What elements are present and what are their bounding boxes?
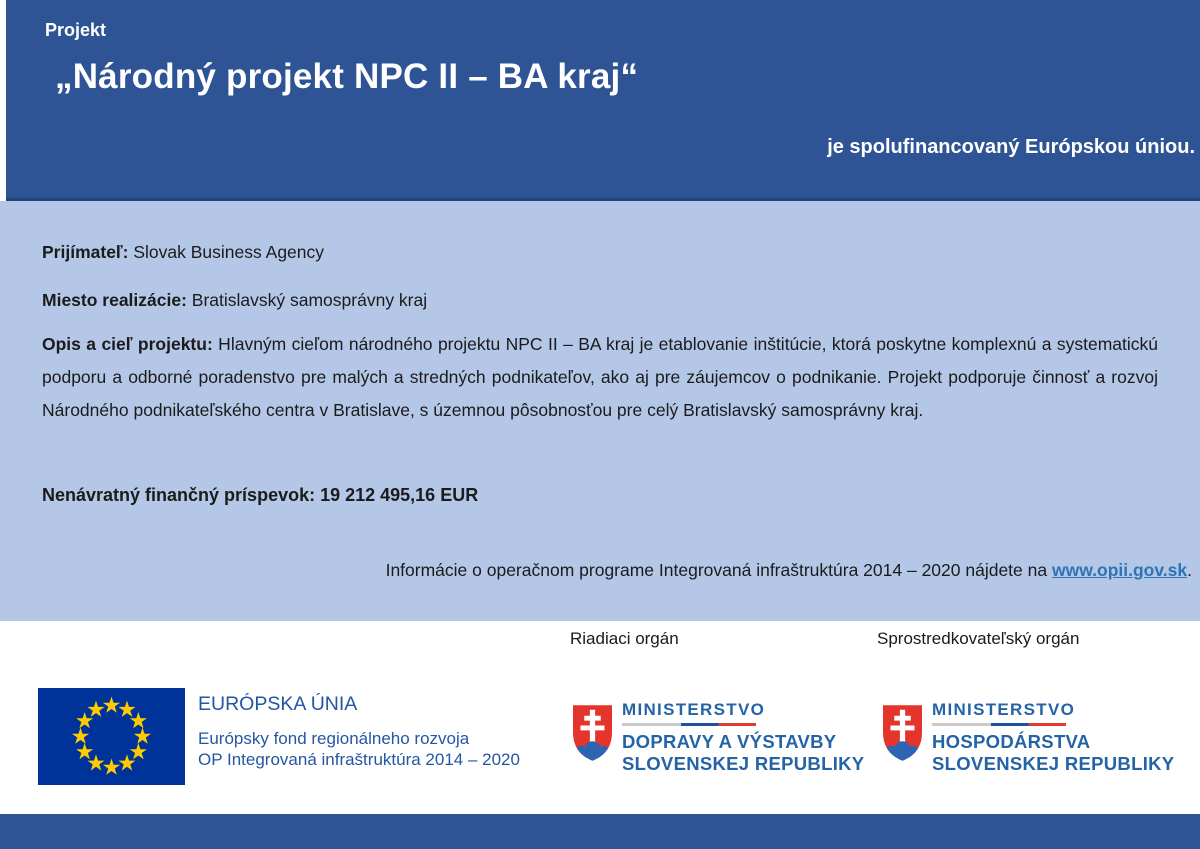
- ministry-transport-line2: DOPRAVY A VÝSTAVBY: [622, 731, 837, 752]
- ministry-economy-text: [932, 700, 1174, 775]
- info-suffix: .: [1187, 560, 1192, 580]
- bottom-accent-bar: [0, 814, 1200, 849]
- page-title: „Národný projekt NPC II – BA kraj“: [55, 57, 639, 96]
- info-line: [386, 560, 1192, 581]
- intermediate-body-label: Sprostredkovateľský orgán: [877, 629, 1080, 648]
- ministry-economy-line1: MINISTERSTVO: [932, 700, 1076, 719]
- managing-authority-label: Riadiaci orgán: [570, 629, 679, 648]
- grant-amount-line: Nenávratný finančný príspevok: 19 212 495,16 EUR: [42, 485, 479, 505]
- slovak-tricolor-divider: [622, 723, 756, 726]
- eu-logo-line2: Európsky fond regionálneho rozvoja: [198, 729, 470, 748]
- logos-footer: [0, 621, 1200, 814]
- eu-logo-line3: OP Integrovaná infraštruktúra 2014 – 2020: [198, 750, 520, 769]
- ministry-transport-text: [622, 700, 864, 775]
- ministry-economy-line3: SLOVENSKEJ REPUBLIKY: [932, 753, 1175, 774]
- eu-flag-icon: [38, 688, 185, 785]
- opii-link[interactable]: www.opii.gov.sk: [1051, 560, 1188, 580]
- header-kicker: Projekt: [45, 20, 107, 40]
- location-value: Bratislavský samosprávny kraj: [186, 290, 428, 310]
- location-label: Miesto realizácie:: [42, 290, 187, 310]
- header-banner: [6, 0, 1200, 201]
- slovak-tricolor-divider: [932, 723, 1066, 726]
- eu-logo-line1: EURÓPSKA ÚNIA: [198, 693, 358, 715]
- slovak-coat-of-arms-icon: [570, 702, 615, 764]
- description-text: Hlavným cieľom národného projektu NPC II – BA kraj je etablovanie inštitúcie, ktorá poskytne komplexnú a systematickú podporu a odborné poradenstvo pre malých a stredných podnikateľov, ako aj pre záujemcov o podnikanie. Projekt podporuje činnosť a rozvoj Národného podnikateľského centra v Bratislave, s územnou pôsobnosťou pre celý Bratislavský samosprávny kraj.: [42, 334, 1158, 420]
- eu-logo-text: [198, 693, 520, 770]
- recipient-label: Prijímateľ:: [42, 242, 129, 262]
- project-description: [42, 328, 1158, 427]
- project-details-section: [0, 201, 1200, 621]
- ministry-transport-line1: MINISTERSTVO: [622, 700, 766, 719]
- slovak-coat-of-arms-icon: [880, 702, 925, 764]
- location-line: [42, 290, 427, 311]
- description-label: Opis a cieľ projektu:: [42, 334, 213, 354]
- ministry-economy-line2: HOSPODÁRSTVA: [932, 731, 1091, 752]
- cofinanced-statement: je spolufinancovaný Európskou úniou.: [827, 136, 1195, 158]
- ministry-transport-line3: SLOVENSKEJ REPUBLIKY: [622, 753, 865, 774]
- recipient-line: [42, 242, 324, 263]
- info-prefix: Informácie o operačnom programe Integrovaná infraštruktúra 2014 – 2020 nájdete na: [385, 560, 1052, 580]
- recipient-value: Slovak Business Agency: [128, 242, 325, 262]
